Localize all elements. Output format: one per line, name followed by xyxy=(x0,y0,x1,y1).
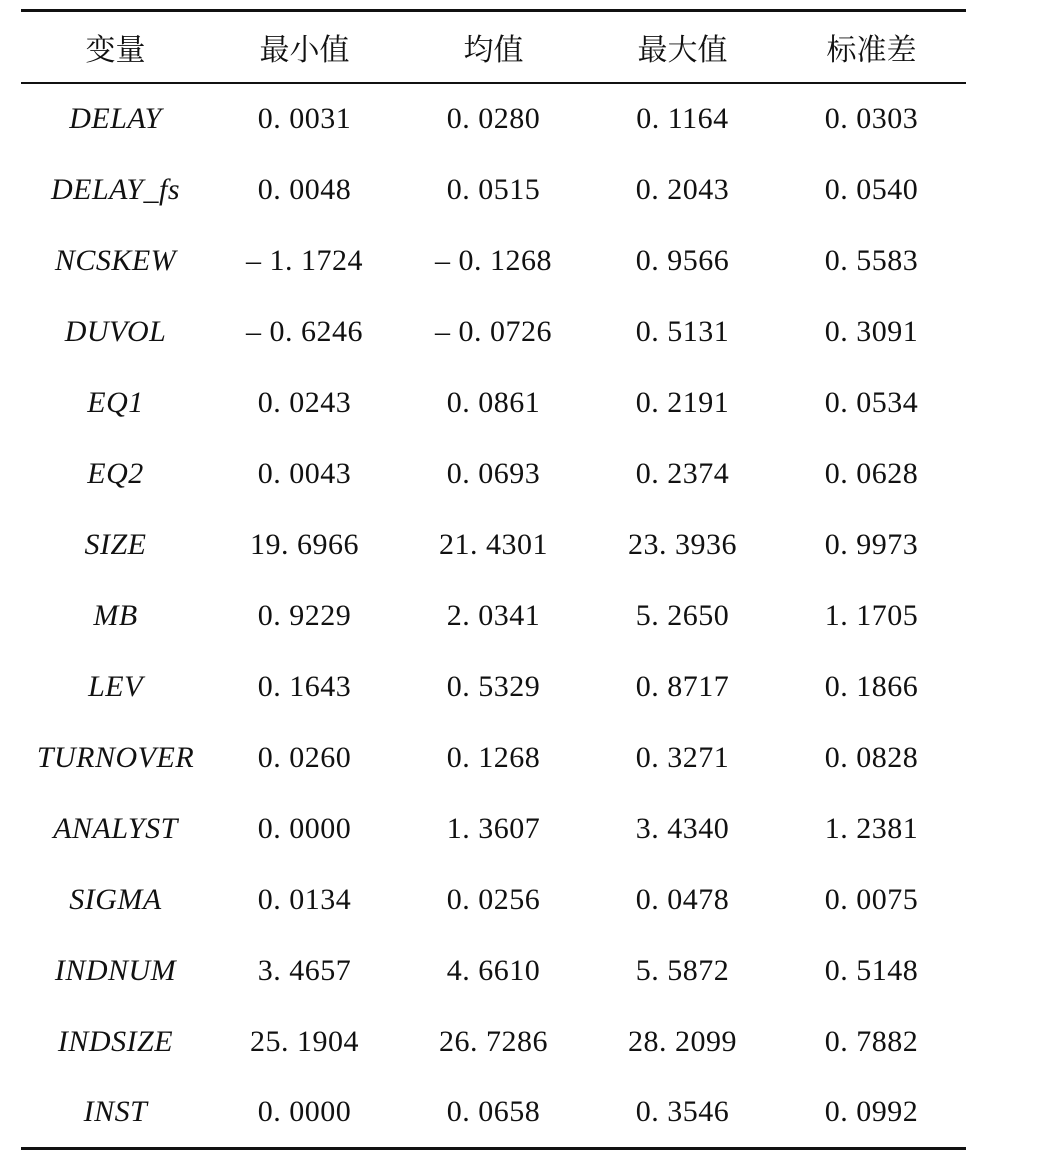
cell-std: 1. 1705 xyxy=(824,599,919,632)
cell-max: 0. 3271 xyxy=(635,741,730,774)
cell-max: 5. 2650 xyxy=(635,599,730,632)
table-row xyxy=(21,510,966,581)
cell-min: 19. 6966 xyxy=(250,528,359,561)
cell-mean: 0. 0280 xyxy=(446,102,541,135)
cell-max: 0. 9566 xyxy=(635,244,730,277)
cell-std: 0. 0628 xyxy=(824,457,919,490)
header-row xyxy=(21,11,966,83)
cell-max: 0. 2374 xyxy=(635,457,730,490)
cell-variable: ANALYST xyxy=(53,812,178,845)
cell-variable: INST xyxy=(83,1095,148,1129)
cell-variable: LEV xyxy=(88,670,143,703)
cell-mean: 21. 4301 xyxy=(439,528,548,561)
cell-std: 0. 0828 xyxy=(824,741,919,774)
cell-std: 0. 0534 xyxy=(824,386,919,419)
cell-min: – 0. 6246 xyxy=(246,315,363,348)
cell-max: 0. 8717 xyxy=(635,670,730,703)
cell-std: 0. 0075 xyxy=(824,883,919,916)
cell-max: 0. 3546 xyxy=(635,1095,730,1129)
table-row xyxy=(21,723,966,794)
cell-max: 0. 2191 xyxy=(635,386,730,419)
cell-mean: 0. 0693 xyxy=(446,457,541,490)
table-row xyxy=(21,439,966,510)
cell-variable: SIGMA xyxy=(69,883,162,916)
cell-min: – 1. 1724 xyxy=(246,244,363,277)
cell-min: 0. 0134 xyxy=(257,883,352,916)
table-row xyxy=(21,1078,966,1149)
cell-max: 0. 5131 xyxy=(635,315,730,348)
cell-max: 0. 2043 xyxy=(635,173,730,206)
table-row xyxy=(21,155,966,226)
cell-std: 0. 9973 xyxy=(824,528,919,561)
cell-variable: NCSKEW xyxy=(54,244,177,277)
cell-variable: INDNUM xyxy=(54,954,177,987)
cell-max: 5. 5872 xyxy=(635,954,730,987)
cell-mean: 4. 6610 xyxy=(446,954,541,987)
cell-mean: 26. 7286 xyxy=(439,1025,548,1058)
cell-mean: 2. 0341 xyxy=(446,599,541,632)
cell-min: 0. 0243 xyxy=(257,386,352,419)
cell-std: 0. 5148 xyxy=(824,954,919,987)
cell-min: 0. 0260 xyxy=(257,741,352,774)
table-row xyxy=(21,368,966,439)
cell-mean: 0. 0515 xyxy=(446,173,541,206)
cell-mean: – 0. 1268 xyxy=(435,244,552,277)
descriptive-statistics-table-container xyxy=(21,9,966,1150)
cell-std: 0. 1866 xyxy=(824,670,919,703)
cell-std: 1. 2381 xyxy=(824,812,919,845)
cell-variable: EQ2 xyxy=(87,457,144,490)
header-max: 最大值 xyxy=(637,32,728,68)
cell-std: 0. 0992 xyxy=(824,1095,919,1129)
table-row xyxy=(21,226,966,297)
cell-min: 25. 1904 xyxy=(250,1025,359,1058)
cell-max: 0. 1164 xyxy=(636,102,729,135)
cell-min: 0. 0048 xyxy=(257,173,352,206)
table-row xyxy=(21,83,966,155)
cell-std: 0. 5583 xyxy=(824,244,919,277)
header-min: 最小值 xyxy=(259,32,350,68)
cell-mean: – 0. 0726 xyxy=(435,315,552,348)
table-row xyxy=(21,1007,966,1078)
cell-max: 23. 3936 xyxy=(628,528,737,561)
cell-mean: 1. 3607 xyxy=(446,812,541,845)
table-row xyxy=(21,297,966,368)
table-row xyxy=(21,936,966,1007)
cell-min: 0. 0031 xyxy=(257,102,352,135)
cell-std: 0. 0303 xyxy=(824,102,919,135)
cell-min: 0. 1643 xyxy=(257,670,352,703)
cell-std: 0. 7882 xyxy=(824,1025,919,1058)
cell-variable: INDSIZE xyxy=(57,1025,174,1058)
header-std: 标准差 xyxy=(826,32,917,68)
header-variable: 变量 xyxy=(85,32,146,68)
descriptive-statistics-table xyxy=(21,9,966,1150)
table-header xyxy=(21,11,966,83)
cell-min: 0. 0000 xyxy=(257,1095,352,1129)
cell-variable: SIZE xyxy=(84,528,147,561)
table-body xyxy=(21,83,966,1149)
cell-min: 0. 0043 xyxy=(257,457,352,490)
table-row xyxy=(21,652,966,723)
cell-mean: 0. 5329 xyxy=(446,670,541,703)
cell-min: 0. 0000 xyxy=(257,812,352,845)
cell-max: 28. 2099 xyxy=(628,1025,737,1058)
cell-mean: 0. 0658 xyxy=(446,1095,541,1129)
cell-std: 0. 0540 xyxy=(824,173,919,206)
cell-max: 3. 4340 xyxy=(635,812,730,845)
cell-mean: 0. 0256 xyxy=(446,883,541,916)
table-row xyxy=(21,865,966,936)
cell-std: 0. 3091 xyxy=(824,315,919,348)
cell-min: 0. 9229 xyxy=(257,599,352,632)
cell-mean: 0. 0861 xyxy=(446,386,541,419)
cell-variable: TURNOVER xyxy=(36,741,195,774)
table-row xyxy=(21,794,966,865)
cell-min: 3. 4657 xyxy=(257,954,352,987)
table-row xyxy=(21,581,966,652)
cell-variable: EQ1 xyxy=(87,386,144,419)
cell-variable: DUVOL xyxy=(64,315,167,348)
header-mean: 均值 xyxy=(463,32,524,68)
cell-variable: DELAY xyxy=(69,102,162,135)
cell-variable: MB xyxy=(93,599,138,632)
cell-max: 0. 0478 xyxy=(635,883,730,916)
cell-mean: 0. 1268 xyxy=(446,741,541,774)
cell-variable: DELAY_fs xyxy=(50,173,181,206)
